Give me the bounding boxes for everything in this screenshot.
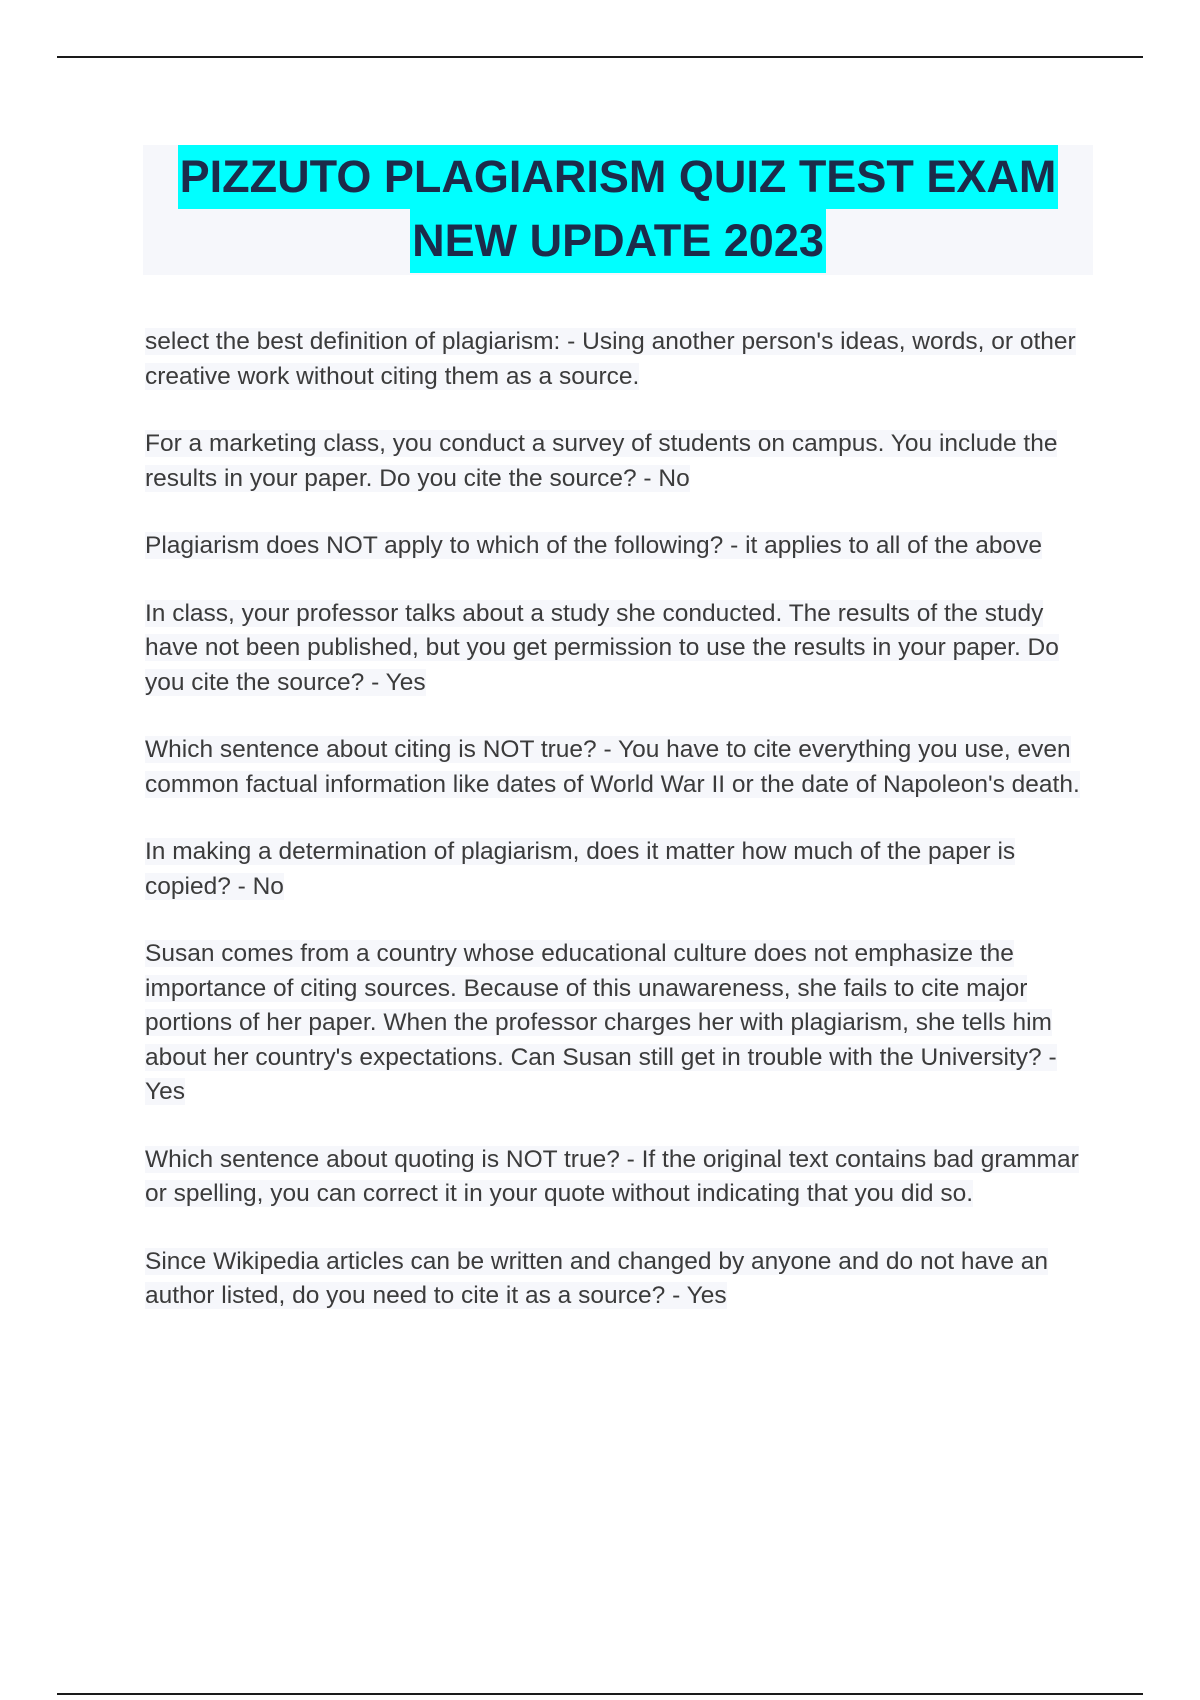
title-block	[143, 145, 1093, 275]
qa-text: In making a determination of plagiarism, does it matter how much of the paper is copied? - No	[145, 838, 1016, 900]
page-title-line-2: NEW UPDATE 2023	[410, 209, 826, 273]
qa-text: select the best definition of plagiarism: - Using another person's ideas, words, or other creative work without citing them as a source.	[145, 328, 1076, 390]
page-title-line-1: PIZZUTO PLAGIARISM QUIZ TEST EXAM	[178, 145, 1059, 209]
qa-item-4	[145, 597, 1090, 701]
qa-text: Plagiarism does NOT apply to which of the following? - it applies to all of the above	[145, 532, 1043, 559]
qa-text: Since Wikipedia articles can be written and changed by anyone and do not have an author listed, do you need to cite it as a source? - Yes	[145, 1247, 1049, 1309]
qa-text: Which sentence about citing is NOT true? - You have to cite everything you use, even common factual information like dates of World War II or the date of Napoleon's death.	[145, 736, 1080, 798]
qa-item-6	[145, 835, 1090, 904]
qa-text: Which sentence about quoting is NOT true? - If the original text contains bad grammar or spelling, you can correct it in your quote without indicating that you did so.	[145, 1145, 1079, 1207]
qa-text: Susan comes from a country whose educational culture does not emphasize the importance of citing sources. Because of this unawareness, she fails to cite major portions of her paper. When the professor charges her with plagiarism, she tells him about her country's expectations. Can Susan still get in trouble with the University? - Yes	[145, 940, 1057, 1105]
qa-item-8	[145, 1143, 1090, 1212]
qa-text: In class, your professor talks about a study she conducted. The results of the study have not been published, but you get permission to use the results in your paper. Do you cite the source? - Yes	[145, 599, 1059, 696]
top-rule	[57, 56, 1143, 58]
qa-list	[145, 325, 1090, 1347]
qa-item-1	[145, 325, 1090, 394]
qa-text: For a marketing class, you conduct a survey of students on campus. You include the results in your paper. Do you cite the source? - No	[145, 430, 1058, 492]
qa-item-3	[145, 529, 1090, 564]
qa-item-7	[145, 937, 1090, 1110]
bottom-rule	[57, 1693, 1143, 1695]
qa-item-5	[145, 733, 1090, 802]
qa-item-9	[145, 1245, 1090, 1314]
qa-item-2	[145, 427, 1090, 496]
